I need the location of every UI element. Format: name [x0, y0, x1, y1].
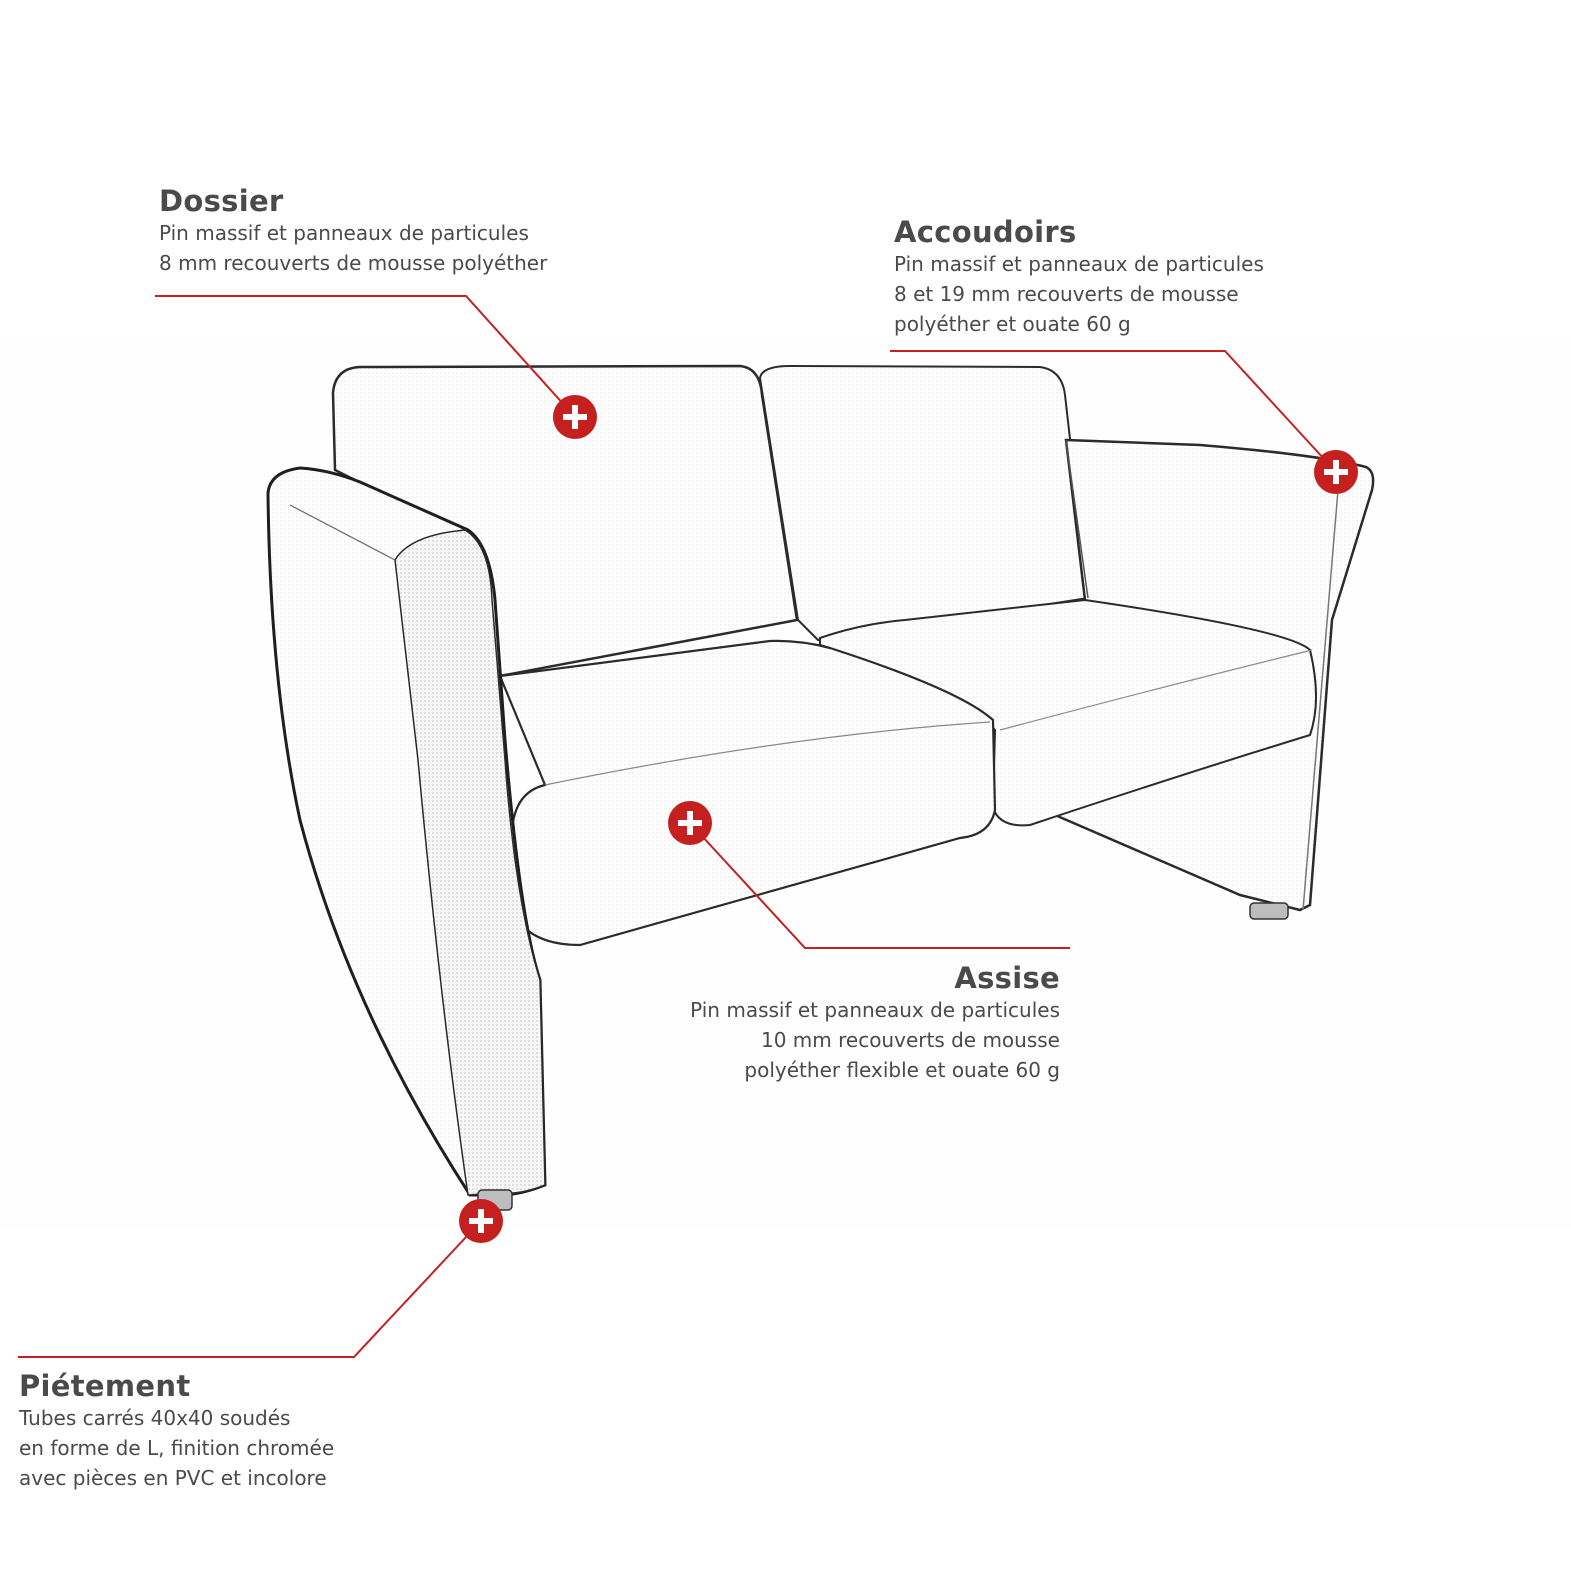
callout-dossier — [159, 184, 547, 278]
callout-assise — [690, 961, 1060, 1085]
callout-title-dossier: Dossier — [159, 184, 284, 218]
callout-line: Pin massif et panneaux de particules — [690, 998, 1060, 1022]
callout-line: Pin massif et panneaux de particules — [894, 252, 1264, 276]
plus-icon-pietement[interactable] — [459, 1199, 503, 1243]
callout-line: polyéther et ouate 60 g — [894, 312, 1131, 336]
callout-line: 8 et 19 mm recouverts de mousse — [894, 282, 1239, 306]
callout-title-pietement: Piétement — [19, 1369, 191, 1403]
callout-line: en forme de L, finition chromée — [19, 1436, 335, 1460]
leader-line-pietement — [18, 1221, 481, 1357]
callout-line: polyéther flexible et ouate 60 g — [744, 1058, 1060, 1082]
backrest-right — [760, 366, 1088, 640]
callout-title-accoudoirs: Accoudoirs — [894, 215, 1077, 249]
callout-line: 8 mm recouverts de mousse polyéther — [159, 251, 548, 275]
plus-icon-dossier[interactable] — [553, 395, 597, 439]
plus-icon-assise[interactable] — [668, 801, 712, 845]
callout-pietement — [19, 1369, 334, 1493]
callout-line: 10 mm recouverts de mousse — [760, 1028, 1060, 1052]
callout-line: avec pièces en PVC et incolore — [19, 1466, 327, 1490]
foot-right — [1250, 903, 1288, 919]
callout-title-assise: Assise — [954, 961, 1060, 995]
callout-line: Pin massif et panneaux de particules — [159, 221, 529, 245]
plus-icon-accoudoirs[interactable] — [1314, 450, 1358, 494]
callout-accoudoirs — [894, 215, 1264, 339]
callout-line: Tubes carrés 40x40 soudés — [19, 1406, 291, 1430]
